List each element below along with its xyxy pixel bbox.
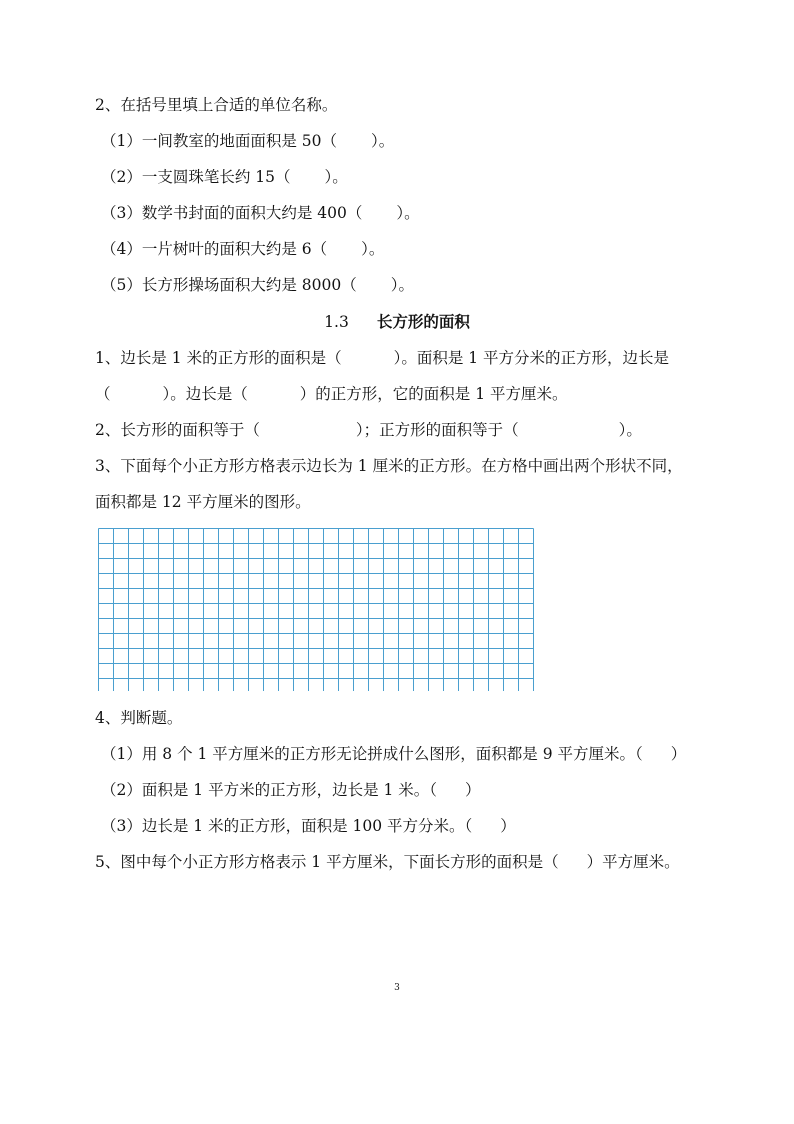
q2-units-item-1: （1）一间教室的地面面积是 50（ ）。: [101, 132, 395, 150]
q3-line-1: 3、下面每个小正方形方格表示边长为 1 厘米的正方形。在方格中画出两个形状不同，: [95, 457, 683, 475]
page-number: 3: [394, 983, 400, 993]
q4-item-1: （1）用 8 个 1 平方厘米的正方形无论拼成什么图形，面积都是 9 平方厘米。（ ）: [101, 745, 687, 763]
q1-line-2: （ ）。边长是（ ）的正方形，它的面积是 1 平方厘米。: [95, 385, 568, 403]
q2-units-item-4: （4）一片树叶的面积大约是 6（ ）。: [101, 240, 385, 258]
q2-units-item-5: （5）长方形操场面积大约是 8000（ ）。: [101, 276, 415, 294]
square-grid[interactable]: [98, 528, 534, 691]
q2-formula: 2、长方形的面积等于（ ）；正方形的面积等于（ ）。: [95, 421, 642, 439]
q1-line-1: 1、边长是 1 米的正方形的面积是（ ）。面积是 1 平方分米的正方形，边长是: [95, 349, 670, 367]
q4-item-2: （2）面积是 1 平方米的正方形，边长是 1 米。（ ）: [101, 781, 481, 799]
q2-units-heading: 2、在括号里填上合适的单位名称。: [95, 96, 338, 114]
q2-units-item-2: （2）一支圆珠笔长约 15（ ）。: [101, 168, 348, 186]
q3-line-2: 面积都是 12 平方厘米的图形。: [95, 493, 311, 511]
q4-item-3: （3）边长是 1 米的正方形，面积是 100 平方分米。（ ）: [101, 817, 516, 835]
q5-text: 5、图中每个小正方形方格表示 1 平方厘米，下面长方形的面积是（ ）平方厘米。: [95, 853, 680, 871]
section-title-text: 长方形的面积: [376, 312, 470, 331]
q4-heading: 4、判断题。: [95, 709, 183, 727]
section-number: 1.3: [324, 313, 349, 331]
q2-units-item-3: （3）数学书封面的面积大约是 400（ ）。: [101, 204, 420, 222]
section-title: [0, 312, 794, 332]
